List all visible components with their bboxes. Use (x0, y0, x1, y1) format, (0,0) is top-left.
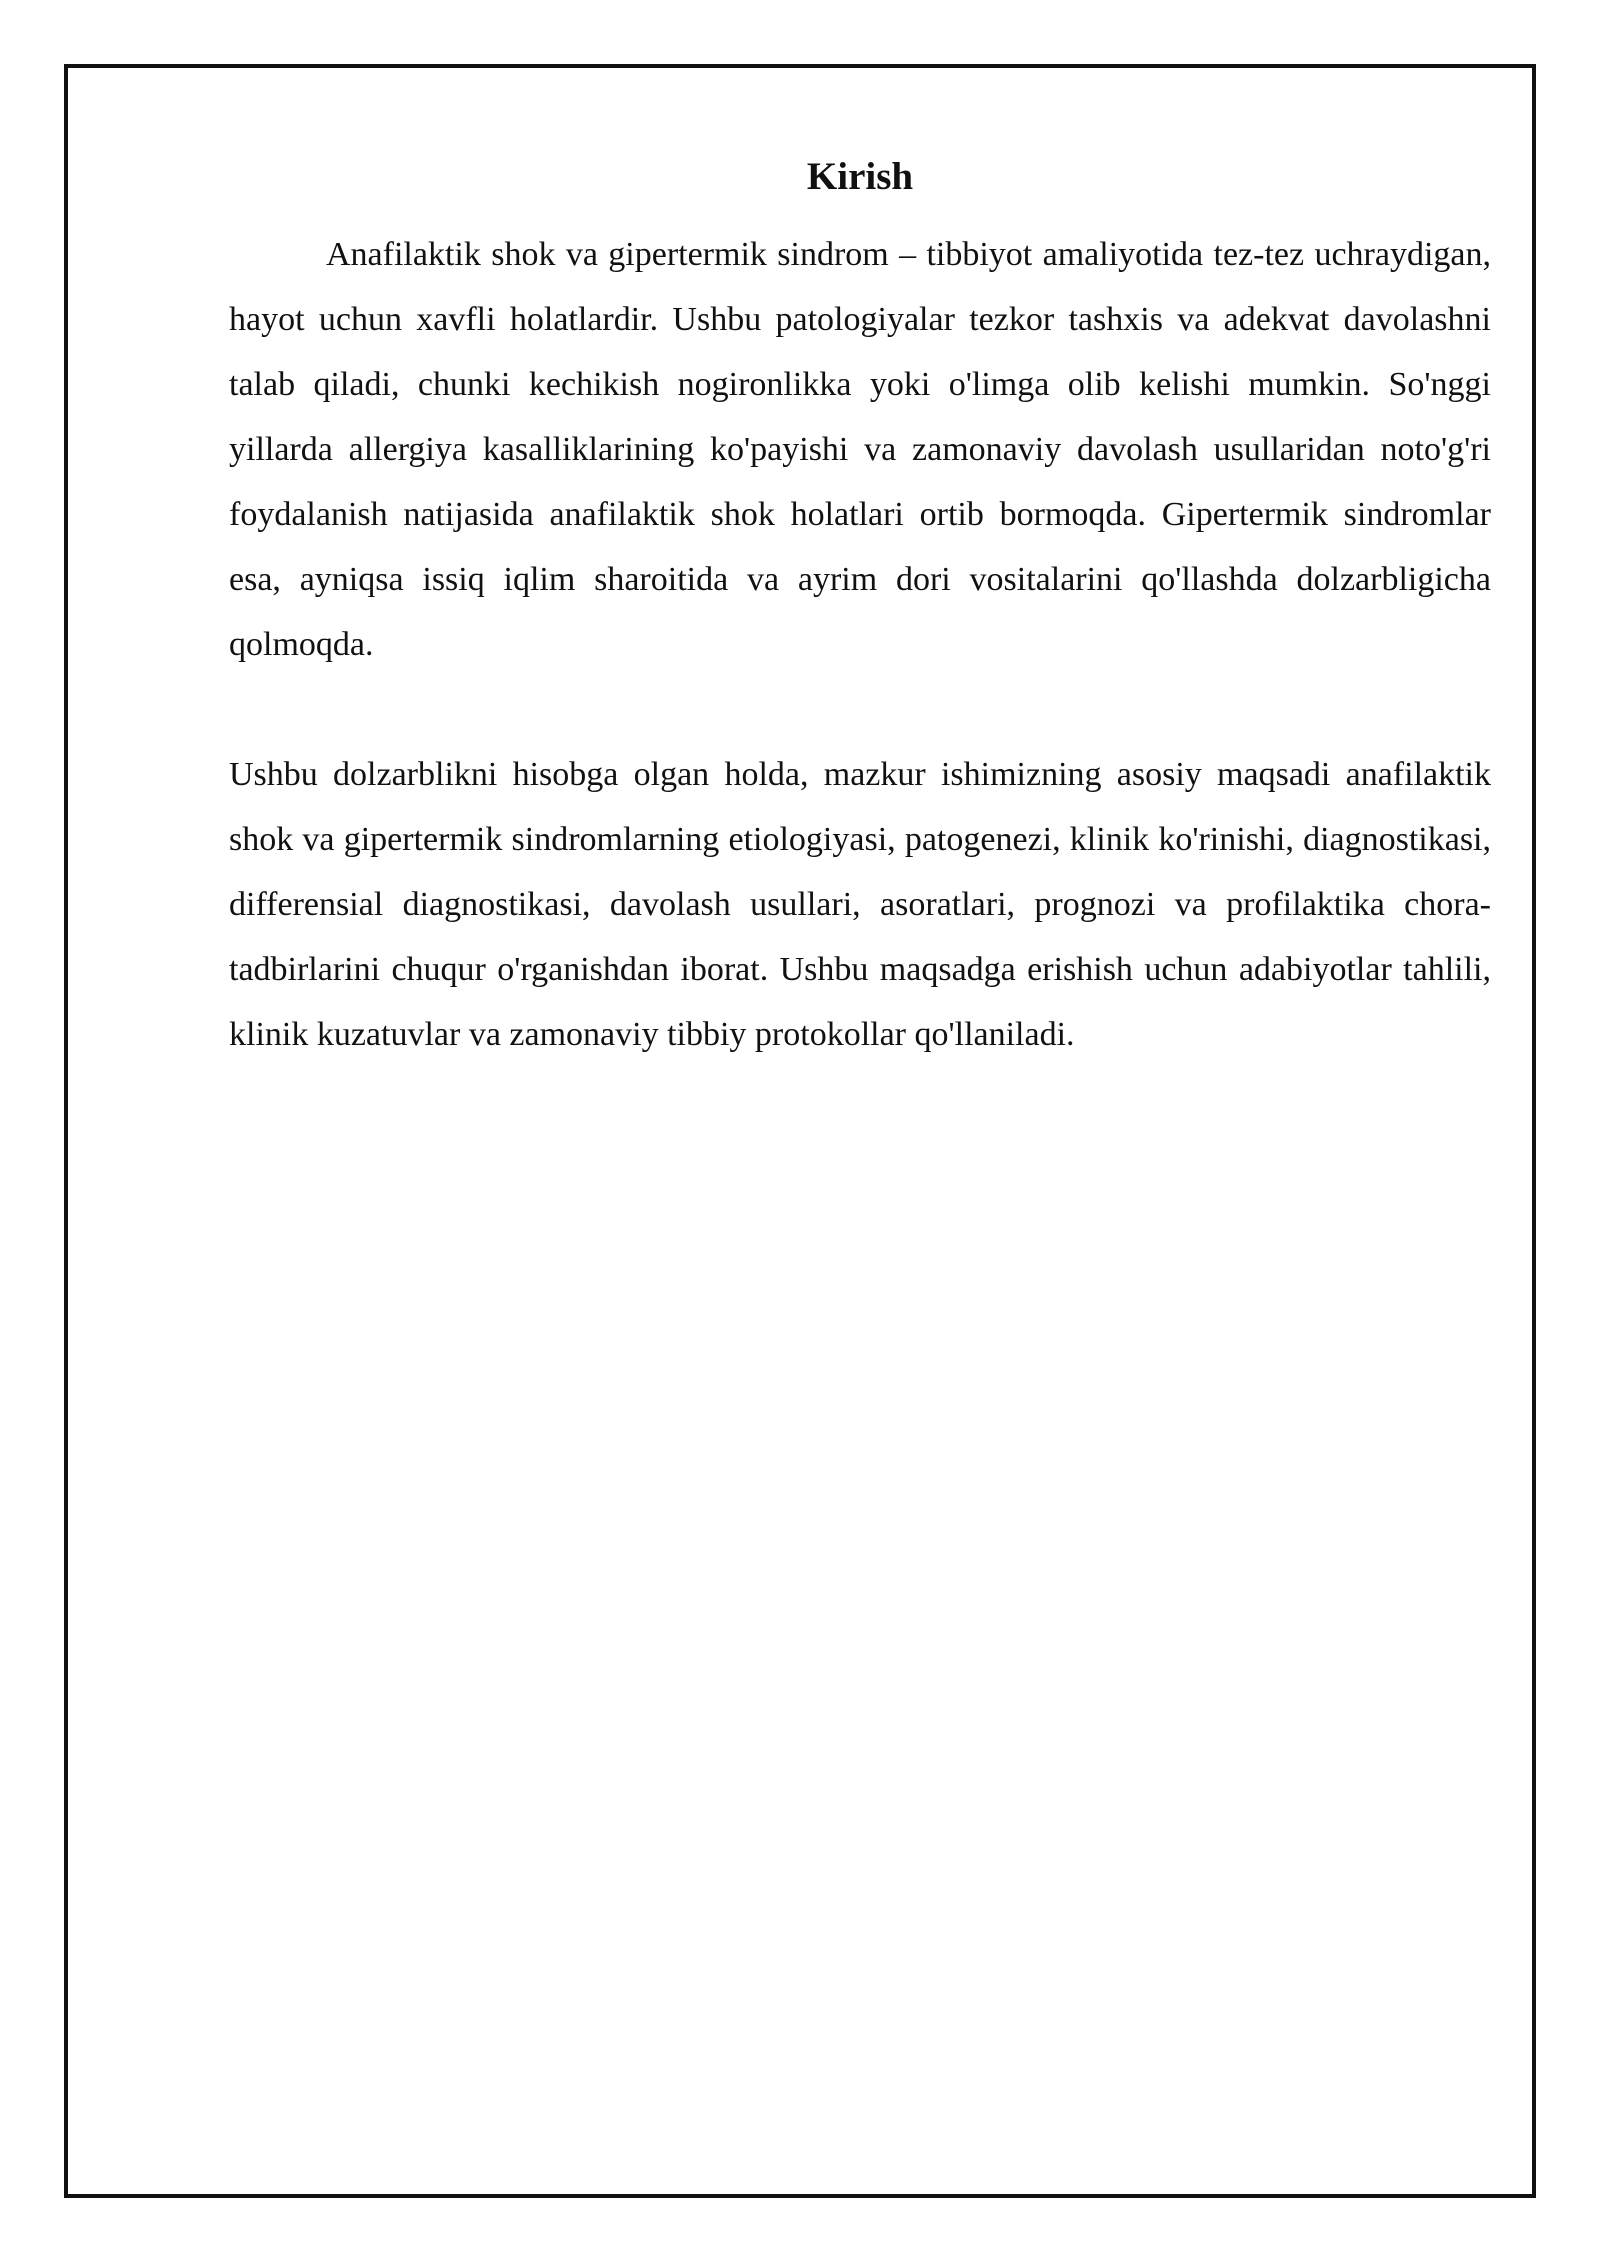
section-heading: Kirish (806, 155, 914, 198)
paragraph-aim: Ushbu dolzarblikni hisobga olgan holda, mazkur ishimizning asosiy maqsadi anafilaktik shok va gipertermik sindromlarning etiologiyasi, patogenezi, klinik ko'rinishi, diagnostikasi, differensial diagnostikasi, davolash usullari, asoratlari, prognozi va profilaktika chora-tadbirlarini chuqur o'rganishdan iborat. Ushbu maqsadga erishish uchun adabiyotlar tahlili, klinik kuzatuvlar va zamonaviy tibbiy protokollar qo'llaniladi. (229, 756, 1491, 1053)
paragraph-intro: Anafilaktik shok va gipertermik sindrom – tibbiyot amaliyotida tez-tez uchraydigan, hayot uchun xavfli holatlardir. Ushbu patologiyalar tezkor tashxis va adekvat davolashni talab qiladi, chunki kechikish nogironlikka yoki o'limga olib kelishi mumkin. So'nggi yillarda allergiya kasalliklarining ko'payishi va zamonaviy davolash usullaridan noto'g'ri foydalanish natijasida anafilaktik shok holatlari ortib bormoqda. Gipertermik sindromlar esa, ayniqsa issiq iqlim sharoitida va ayrim dori vositalarini qo'llashda dolzarbligicha qolmoqda. (229, 236, 1491, 663)
document-body (229, 150, 1491, 1067)
paragraph-gap (229, 677, 1491, 742)
